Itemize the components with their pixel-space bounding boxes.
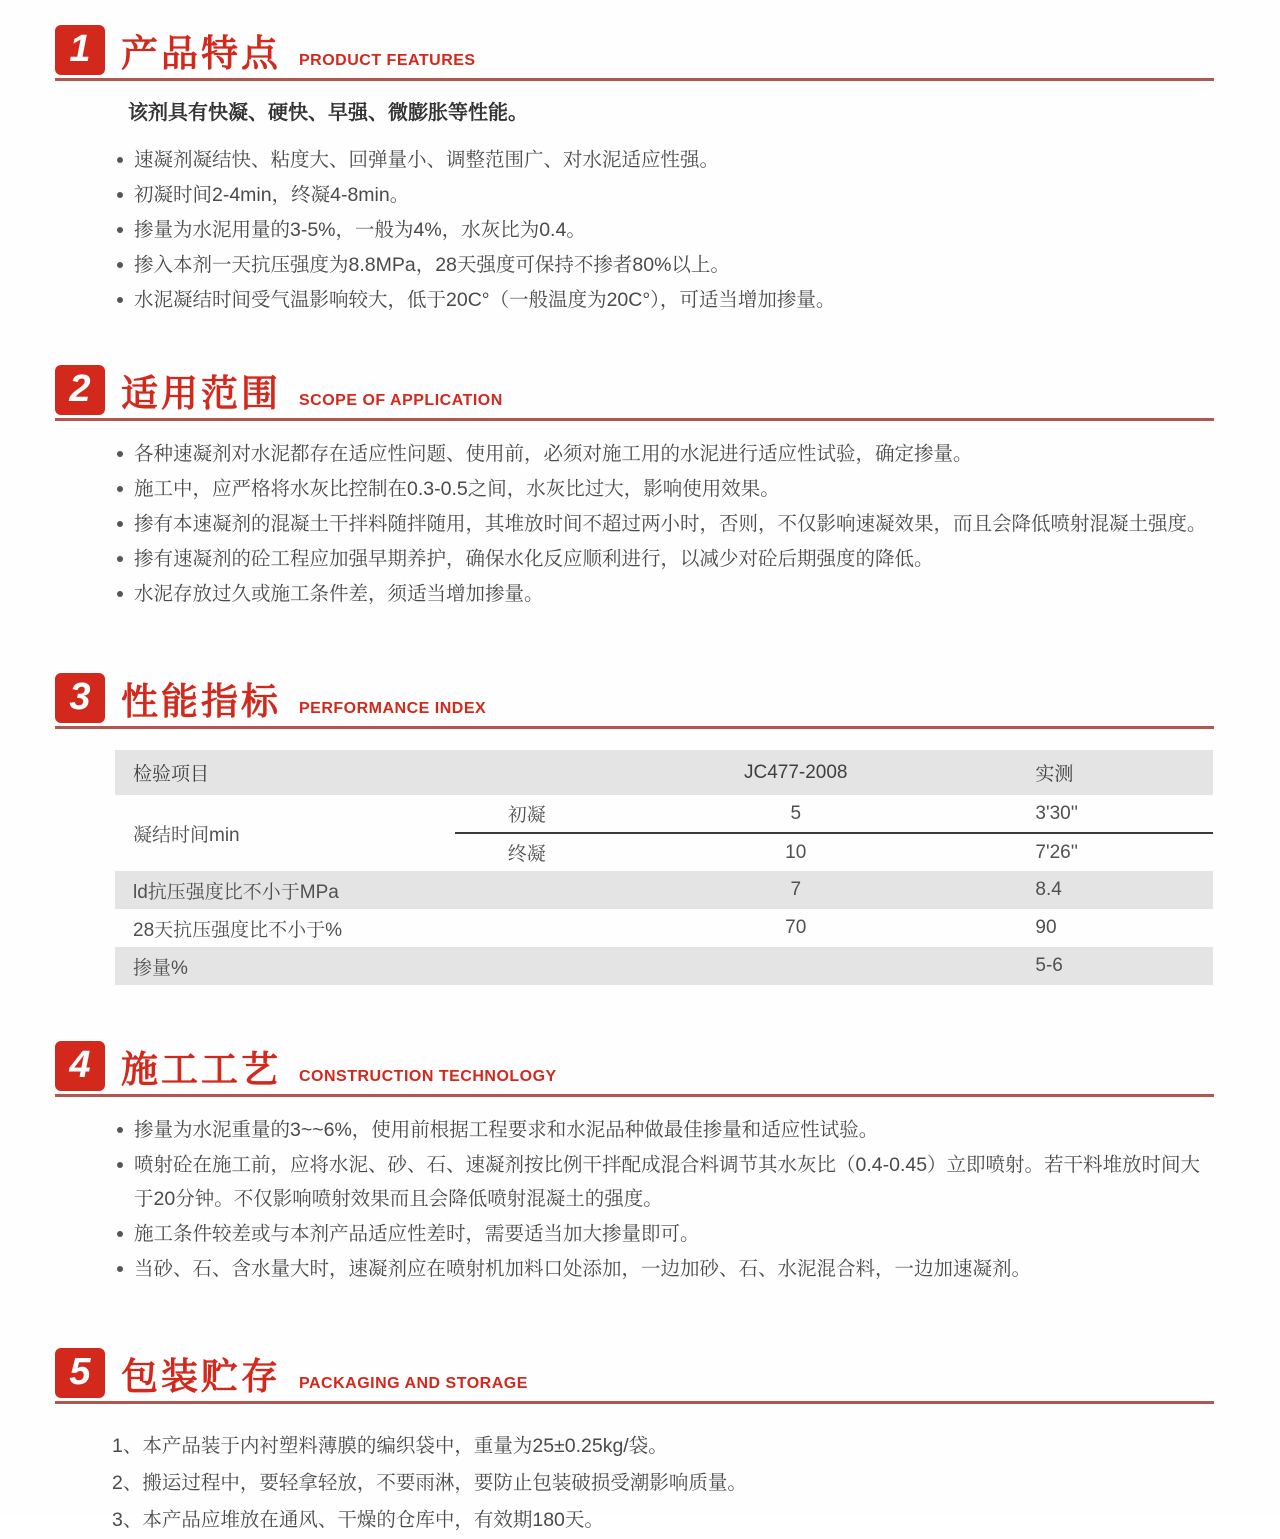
table-cell-standard [598,947,993,985]
list-item [116,437,1210,471]
list-item [116,143,1210,177]
bullet-icon [117,591,123,597]
col-header-sub [455,750,598,795]
section-performance-index [0,673,1280,985]
section-3-header [55,673,1214,729]
list-item [116,507,1210,541]
list-item-text: 施工条件较差或与本剂产品适应性差时，需要适当加大掺量即可。 [134,1223,700,1245]
list-item-text: 速凝剂凝结快、粘度大、回弹量小、调整范围广、对水泥适应性强。 [134,149,720,171]
list-item-text: 掺量为水泥用量的3-5%，一般为4%，水灰比为0.4。 [134,219,586,241]
section-packaging-storage [0,1348,1280,1539]
list-item-text: 掺有本速凝剂的混凝土干拌料随拌随用，其堆放时间不超过两小时，否则，不仅影响速凝效果，而且会降低喷射混凝土强度。 [134,513,1207,535]
list-item: 2、搬运过程中，要轻拿轻放，不要雨淋，要防止包装破损受潮影响质量。 [112,1472,747,1494]
list-item-text: 掺入本剂一天抗压强度为8.8MPa，28天强度可保持不掺者80%以上。 [134,254,730,276]
section-title-en: SCOPE OF APPLICATION [299,392,503,409]
section-number-badge [55,365,105,415]
list-item [116,248,1210,282]
bullet-icon [117,521,123,527]
section-number: 3 [69,675,91,718]
features-list [0,143,1280,317]
list-item [116,1113,1210,1147]
section-number: 4 [69,1043,91,1086]
table-cell-standard: 10 [785,841,807,863]
list-item [116,542,1210,576]
bullet-icon [117,227,123,233]
list-item-text: 掺量为水泥重量的3~~6%，使用前根据工程要求和水泥品种做最佳掺量和适应性试验。 [134,1119,879,1141]
product-intro-line: 该剂具有快凝、硬快、早强、微膨胀等性能。 [128,102,528,124]
scope-list [0,437,1280,611]
list-item [116,577,1210,611]
list-item-text: 施工中，应严格将水灰比控制在0.3-0.5之间，水灰比过大，影响使用效果。 [134,478,780,500]
table-cell-measured: 3'30'' [993,795,1213,833]
table-cell-item: 掺量% [133,957,188,979]
table-cell-item: 28天抗压强度比不小于% [133,919,343,941]
packaging-list [112,1428,1214,1539]
table-cell-standard: 5 [598,795,993,833]
section-number: 5 [69,1350,91,1393]
section-title-en: PRODUCT FEATURES [299,52,476,69]
bullet-icon [117,262,123,268]
list-item [116,1148,1210,1216]
col-header-item: 检验项目 [133,764,210,785]
list-item [116,472,1210,506]
bullet-icon [117,1162,123,1168]
bullet-icon [117,1127,123,1133]
list-item [116,178,1210,212]
section-number-badge [55,673,105,723]
table-row [115,909,1213,947]
section-title-zh: 产品特点 [121,33,281,75]
table-cell-standard: 70 [785,917,807,938]
section-4-header [55,1041,1214,1097]
table-cell-sublabel: 终凝 [507,844,546,865]
bullet-icon [117,297,123,303]
list-item: 3、本产品应堆放在通风、干燥的仓库中，有效期180天。 [112,1509,604,1531]
section-number-badge [55,1348,105,1398]
table-row [115,947,1213,985]
section-title-zh: 施工工艺 [121,1049,281,1091]
bullet-icon [117,192,123,198]
list-item-text: 水泥存放过久或施工条件差，须适当增加掺量。 [134,583,544,605]
table-cell-measured: 7'26'' [1035,841,1078,863]
table-cell-measured: 90 [1035,917,1057,938]
list-item [116,213,1210,247]
list-item-text: 各种速凝剂对水泥都存在适应性问题、使用前，必须对施工用的水泥进行适应性试验，确定掺量。 [134,443,973,465]
section-number: 1 [69,27,91,70]
section-5-header [55,1348,1214,1404]
table-cell-item: 凝结时间min [133,824,240,846]
table-header-row [115,750,1213,795]
bullet-icon [117,157,123,163]
bullet-icon [117,1231,123,1237]
col-header-measured: 实测 [1035,764,1074,785]
performance-table [115,750,1213,985]
list-item: 1、本产品装于内衬塑料薄膜的编织袋中，重量为25±0.25kg/袋。 [112,1435,668,1457]
section-title-en: CONSTRUCTION TECHNOLOGY [299,1068,557,1085]
list-item-text: 掺有速凝剂的砼工程应加强早期养护，确保水化反应顺利进行，以减少对砼后期强度的降低。 [134,548,934,570]
list-item [116,1252,1210,1286]
section-title-zh: 适用范围 [121,373,281,415]
bullet-icon [117,556,123,562]
section-2-header [55,365,1214,421]
table-row [115,795,1213,833]
list-item-text: 当砂、石、含水量大时，速凝剂应在喷射机加料口处添加，一边加砂、石、水泥混合料，一边加速凝剂。 [134,1258,1032,1280]
list-item-text: 水泥凝结时间受气温影响较大，低于20C°（一般温度为20C°），可适当增加掺量。 [134,289,836,311]
section-number-badge [55,25,105,75]
table-cell-sublabel: 初凝 [455,795,598,833]
section-title-zh: 性能指标 [121,681,281,723]
section-title-en: PACKAGING AND STORAGE [299,1375,528,1392]
bullet-icon [117,1266,123,1272]
col-header-standard: JC477-2008 [743,761,848,783]
table-cell-measured: 5-6 [1035,955,1063,976]
list-item [116,283,1210,317]
table-cell-empty [455,909,598,947]
table-cell-empty [455,947,598,985]
construction-list [0,1113,1280,1286]
table-cell-item: ld抗压强度比不小于MPa [133,881,339,903]
section-title-en: PERFORMANCE INDEX [299,700,487,717]
section-product-features [0,0,1280,317]
table-cell-empty [455,871,598,909]
section-scope-of-application [0,365,1280,611]
table-cell-standard: 7 [790,879,802,900]
list-item [116,1217,1210,1251]
section-1-header [55,25,1214,81]
list-item-text: 初凝时间2-4min，终凝4-8min。 [134,184,410,206]
section-number: 2 [69,367,91,410]
section-construction-technology [0,1041,1280,1286]
list-item-text: 喷射砼在施工前，应将水泥、砂、石、速凝剂按比例干拌配成混合料调节其水灰比（0.4-0.45）立即喷射。若干料堆放时间大于20分钟。不仅影响喷射效果而且会降低喷射混凝土的强度。 [134,1154,1201,1210]
section-number-badge [55,1041,105,1091]
table-row [115,871,1213,909]
bullet-icon [117,451,123,457]
bullet-icon [117,486,123,492]
table-cell-measured: 8.4 [1035,879,1062,900]
section-title-zh: 包装贮存 [121,1356,281,1398]
